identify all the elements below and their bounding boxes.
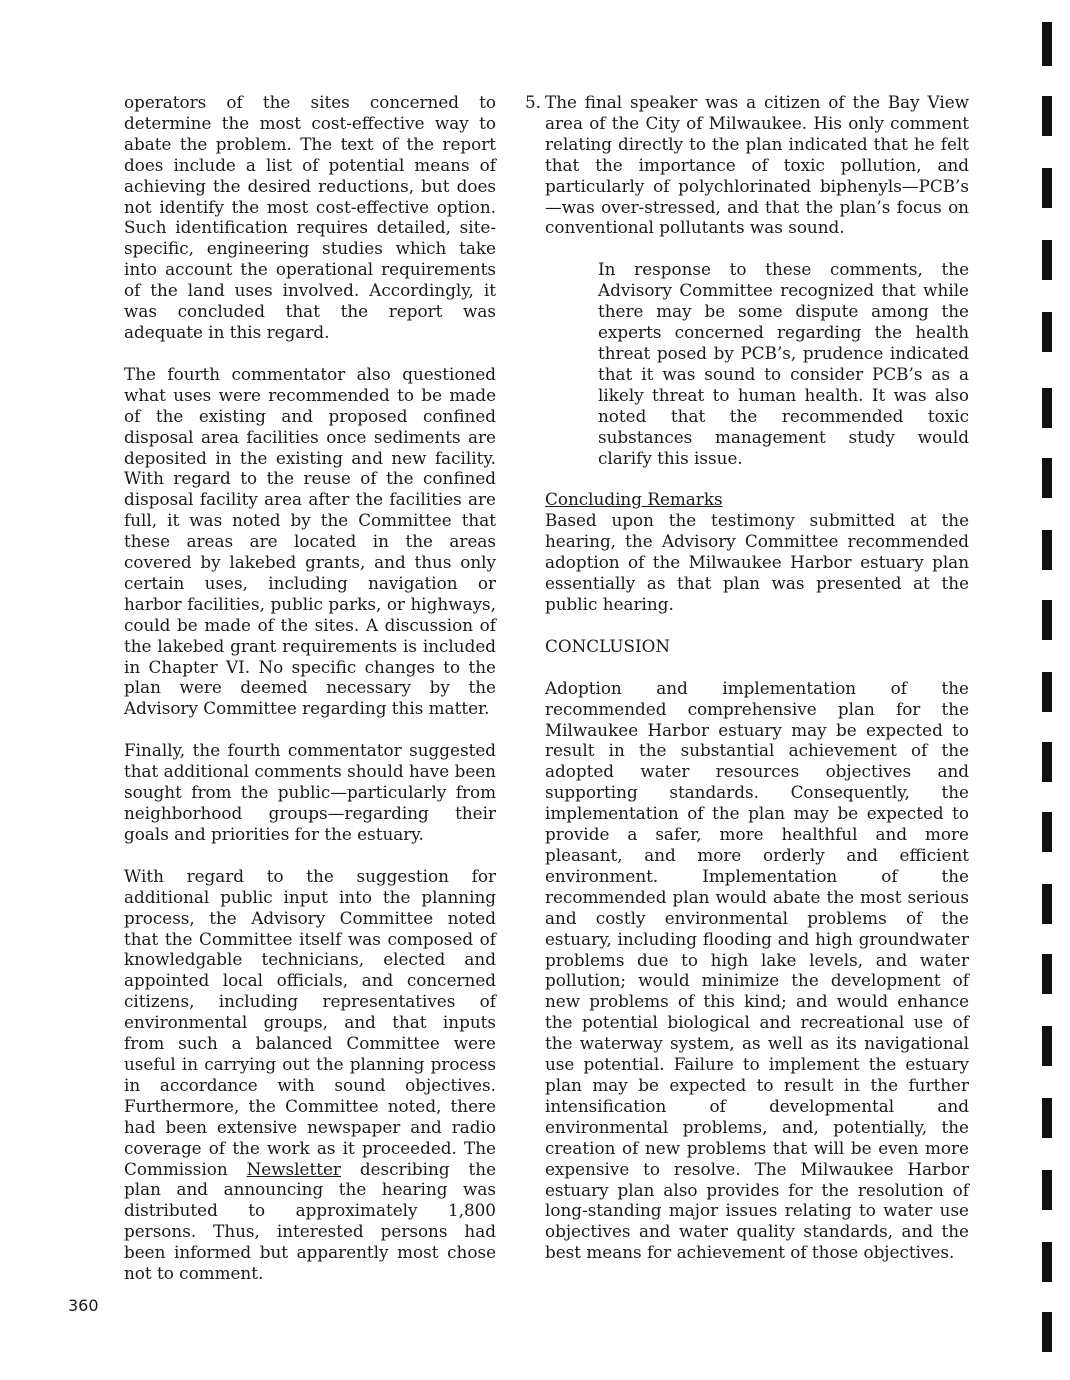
public-input-text-end: describing the plan and announcing the hearing was distributed to approximately 1,800 persons. Thus, interested persons had been informed but apparently most chose not to comment. xyxy=(124,1158,496,1284)
margin-mark xyxy=(1042,954,1052,994)
paragraph-concluding-remarks: Based upon the testimony submitted at the hearing, the Advisory Committee recommended adoption of the Milwaukee Harbor estuary plan essentially as that plan was presented at the public hearing. xyxy=(545,510,969,614)
margin-mark xyxy=(1042,1312,1052,1352)
paragraph-committee-response: In response to these comments, the Advisory Committee recognized that while there may be some dispute among the experts concerned regarding the health threat posed by PCB’s, prudence indicated that it was sound to consider PCB’s as a likely threat to human health. It was also noted that the recommended toxic substances management study would clarify this issue. xyxy=(598,259,969,468)
conclusion-heading: CONCLUSION xyxy=(545,635,671,656)
margin-mark xyxy=(1042,812,1052,852)
margin-mark xyxy=(1042,672,1052,712)
margin-mark xyxy=(1042,742,1052,782)
margin-mark xyxy=(1042,530,1052,570)
paragraph-public-comments: Finally, the fourth commentator suggested that additional comments should have been sought from the public—particularly from neighborhood groups—regarding their goals and priorities for the estuary. xyxy=(124,740,496,844)
list-item-number: 5. xyxy=(525,92,542,112)
margin-mark xyxy=(1042,458,1052,498)
margin-mark xyxy=(1042,168,1052,208)
margin-mark xyxy=(1042,96,1052,136)
newsletter-title: Newsletter xyxy=(246,1158,341,1179)
margin-mark xyxy=(1042,600,1052,640)
margin-mark xyxy=(1042,312,1052,352)
page-number: 360 xyxy=(68,1296,99,1315)
margin-mark xyxy=(1042,388,1052,428)
list-item-5 xyxy=(492,92,969,238)
left-column xyxy=(124,92,496,1305)
list-item-text: The final speaker was a citizen of the Bay View area of the City of Milwaukee. His only comment relating directly to the plan indicated that he felt that the importance of toxic pollution, and particularly of polychlorinated biphenyls—PCB’s—was over-stressed, and that the plan’s focus on conventional pollutants was sound. xyxy=(545,92,969,238)
public-input-text-start: With regard to the suggestion for additional public input into the planning process, the Advisory Committee noted that the Committee itself was composed of knowledgable technicians, elected and appointed local officials, and concerned citizens, including representatives of environmental groups, and that inputs from such a balanced Committee were useful in carrying out the planning process in accordance with sound objectives. Furthermore, the Committee noted, there had been extensive newspaper and radio coverage of the work as it proceeded. The Commission xyxy=(124,865,496,1179)
margin-mark xyxy=(1042,884,1052,924)
paragraph-cost-effective: operators of the sites concerned to determine the most cost-effective way to abate the problem. The text of the report does include a list of potential means of achieving the desired reductions, but does not identify the most cost-effective option. Such identification requires detailed, site-specific, engineering studies which take into account the operational requirements of the land uses involved. Accordingly, it was concluded that the report was adequate in this regard. xyxy=(124,92,496,342)
concluding-remarks-heading: Concluding Remarks xyxy=(545,489,723,510)
paragraph-public-input xyxy=(124,866,496,1284)
paragraph-disposal-facilities: The fourth commentator also questioned what uses were recommended to be made of the existing and proposed confined disposal area facilities once sediments are deposited in the existing and new facility. With regard to the reuse of the confined disposal facility area after the facilities are full, it was noted by the Committee that these areas are located in the areas covered by lakebed grants, and thus only certain uses, including navigation or harbor facilities, public parks, or highways, could be made of the sites. A discussion of the lakebed grant requirements is included in Chapter VI. No specific changes to the plan were deemed necessary by the Advisory Committee regarding this matter. xyxy=(124,363,496,719)
margin-mark xyxy=(1042,1098,1052,1138)
margin-mark xyxy=(1042,22,1052,66)
margin-mark xyxy=(1042,1170,1052,1210)
margin-mark xyxy=(1042,1242,1052,1282)
right-column xyxy=(525,92,969,1284)
paragraph-conclusion: Adoption and implementation of the recommended comprehensive plan for the Milwaukee Harbor estuary may be expected to result in the substantial achievement of the adopted water resources objectives and supporting standards. Consequently, the implementation of the plan may be expected to provide a safer, more healthful and more pleasant, and more orderly and efficient environment. Implementation of the recommended plan would abate the most serious and costly environmental problems of the estuary, including flooding and high groundwater problems due to high lake levels, and water pollution; would minimize the development of new problems of this kind; and would enhance the potential biological and recreational use of the waterway system, as well as its navigational use potential. Failure to implement the estuary plan may be expected to result in the further intensification of developmental and environmental problems, and, potentially, the creation of new problems that will be even more expensive to resolve. The Milwaukee Harbor estuary plan also provides for the resolution of long-standing major issues relating to water use objectives and water quality standards, and the best means for achievement of those objectives. xyxy=(545,677,969,1263)
margin-mark xyxy=(1042,1026,1052,1066)
margin-mark xyxy=(1042,240,1052,280)
